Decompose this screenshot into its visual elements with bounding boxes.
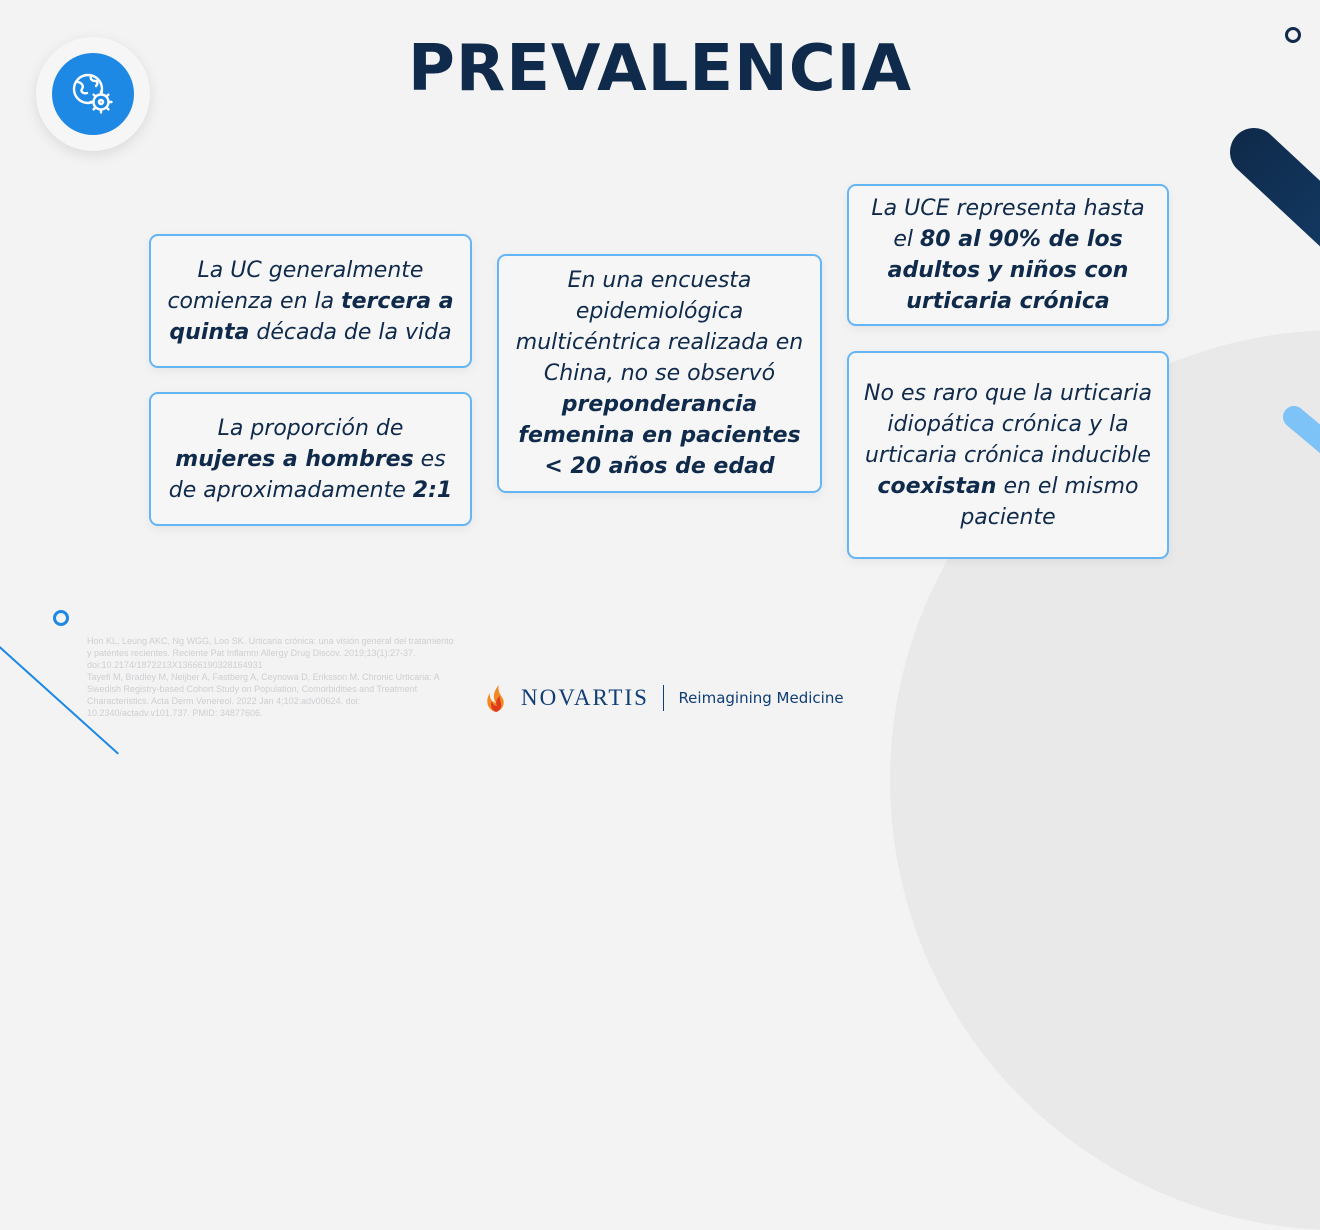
card-text [863,378,1153,533]
card-text-emphasis: coexistan [877,473,997,499]
reference-item: Hon KL, Leung AKC, Ng WGG, Loo SK. Urticaria crónica: una visión general del tratamiento y patentes recientes. Reciente Pat Inflamm Allergy Drug Discov. 2019;13(1):27-37. doi:10.2174/1872213X13666190328164931 [87,636,454,670]
brand-tagline: Reimagining Medicine [678,689,844,707]
card-text-emphasis: mujeres a hombres [175,446,414,472]
info-card-uce [847,184,1169,326]
card-text-emphasis: 2:1 [412,477,453,503]
novartis-flame-icon [483,683,509,713]
card-text [165,413,456,506]
references [87,635,457,719]
logo-divider [663,685,665,711]
info-card-china [497,254,822,493]
reference-item: Tayefi M, Bradley M, Neijber A, Fastberg A, Ceynowa D, Eriksson M. Chronic Urticaria: A Swedish Registry-based Cohort Study on Population, Comorbidities and Treatment Characteristics. Acta Derm Venereol. 2022 Jan 4;102:adv00624. doi: 10.2340/actadv.v101.737. PMID: 34877606. [87,672,440,718]
card-text-segment: No es raro que la urticaria idiopática crónica y la urticaria crónica inducible [864,380,1152,468]
card-text [863,193,1153,317]
info-card-coexist [847,351,1169,559]
slide-title: PREVALENCIA [408,32,912,106]
card-text-segment: La proporción de [217,415,404,441]
card-text-segment: década de la vida [249,319,452,345]
novartis-logo [483,682,844,714]
brand-name: NOVARTIS [521,685,649,710]
card-text [513,265,806,482]
decorative-stripe-dark [1220,118,1320,310]
card-text-segment: En una encuesta epidemiológica multicéntrica realizada en China, no se observó [515,268,804,386]
card-text-emphasis: tercera a quinta [169,288,454,345]
card-text-segment: en el mismo paciente [960,473,1139,530]
card-text-segment: La UCE representa hasta el [871,196,1145,252]
info-card-age [149,234,472,368]
decorative-ring [53,610,69,626]
info-card-ratio [149,392,472,526]
card-text [165,255,456,348]
card-text-segment: es de aproximadamente [168,446,446,503]
card-text-segment: La UC generalmente comienza en la [167,257,424,314]
card-text-emphasis: preponderancia femenina en pacientes < 20 años de edad [518,392,801,479]
card-text-emphasis: 80 al 90% de los adultos y niños con urticaria crónica [887,227,1129,314]
